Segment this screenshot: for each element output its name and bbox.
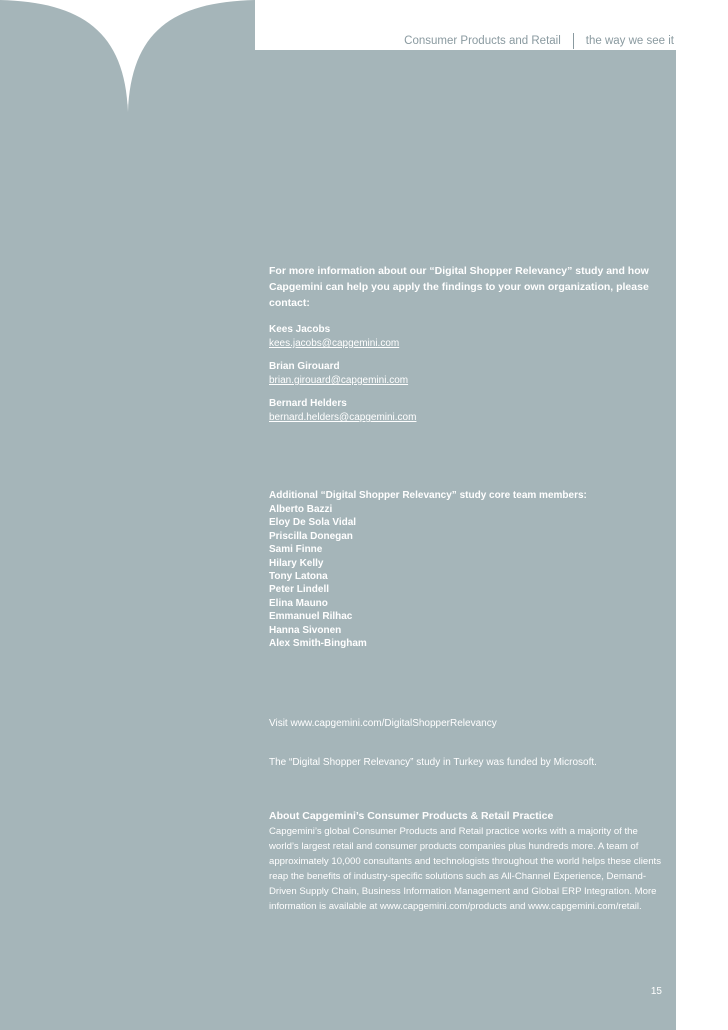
contact-name: Bernard Helders: [269, 398, 347, 409]
team-member: Alex Smith-Bingham: [269, 638, 367, 650]
contact-email-link[interactable]: kees.jacobs@capgemini.com: [269, 338, 400, 349]
contact-name: Kees Jacobs: [269, 324, 331, 335]
contact-item: [269, 323, 664, 351]
header-section: Consumer Products and Retail: [404, 35, 561, 47]
team-member: Alberto Bazzi: [269, 504, 333, 515]
contact-intro: For more information about our “Digital Shopper Relevancy” study and how Capgemini can help you apply the findings to your own organization, please contact:: [269, 265, 649, 309]
team-member: Hilary Kelly: [269, 557, 324, 569]
team-member: Priscilla Donegan: [269, 530, 353, 542]
team-member: Hanna Sivonen: [269, 624, 342, 636]
funding-note: The “Digital Shopper Relevancy” study in Turkey was funded by Microsoft.: [269, 757, 597, 768]
contact-list: [269, 323, 664, 434]
team-member: Tony Latona: [269, 571, 328, 583]
team-member: Sami Finne: [269, 544, 323, 556]
team-heading: Additional “Digital Shopper Relevancy” study core team members:: [269, 490, 587, 501]
header-tagline: the way we see it: [585, 35, 674, 47]
team-member: Emmanuel Rilhac: [269, 611, 353, 623]
contact-item: [269, 360, 664, 388]
team-members-section: [269, 489, 664, 650]
contact-email-link[interactable]: brian.girouard@capgemini.com: [269, 375, 409, 386]
about-body: Capgemini’s global Consumer Products and Retail practice works with a majority of the world’s largest retail and consumer products companies plus hundreds more. A team of approximately 10,000 consultants and technologists throughout the world helps these clients reap the benefits of industry-specific solutions such as All-Channel Experience, Demand-Driven Supply Chain, Business Information Management and Global ERP Integration. More information is available at www.capgemini.com/products and www.capgemini.com/retail.: [269, 826, 661, 912]
about-heading: About Capgemini’s Consumer Products & Retail Practice: [269, 810, 554, 822]
contact-email-link[interactable]: bernard.helders@capgemini.com: [269, 412, 417, 423]
about-section: [269, 809, 664, 914]
team-member: Eloy De Sola Vidal: [269, 517, 357, 529]
team-member: Elina Mauno: [269, 597, 328, 609]
team-member: Peter Lindell: [269, 584, 330, 596]
contact-item: [269, 397, 664, 425]
visit-text: Visit www.capgemini.com/DigitalShopperRelevancy: [269, 718, 497, 729]
page-number: 15: [650, 986, 662, 997]
contact-name: Brian Girouard: [269, 361, 340, 372]
